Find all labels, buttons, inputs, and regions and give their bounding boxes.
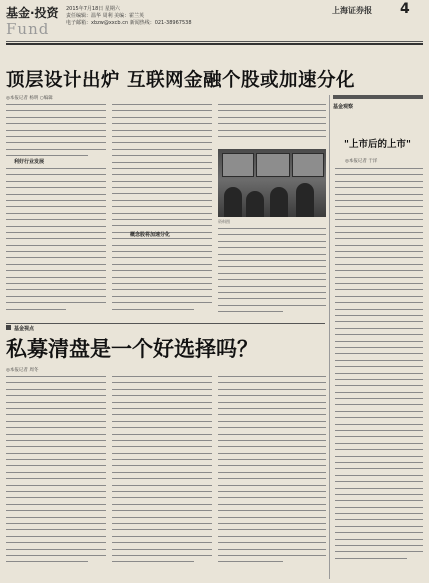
section-tag-square-icon (6, 325, 11, 330)
header-rule-thick (6, 43, 423, 45)
article2-col3 (218, 376, 326, 579)
article2-byline: ◎本报记者 周冬 (6, 368, 39, 373)
page-number: 4 (400, 1, 410, 17)
sidebar-body (335, 168, 423, 579)
article1-col2 (112, 104, 212, 326)
article1-photo (218, 149, 326, 217)
contact-line: 电子邮箱：xbzw@xxcb.cn 新闻热线：021-38967538 (66, 20, 192, 26)
section-divider (6, 323, 325, 324)
header-meta (66, 6, 192, 27)
section-subtitle: Fund (6, 20, 50, 38)
section-title: 基金·投资 (6, 6, 59, 20)
sidebar-title: "上市后的上市" (344, 139, 411, 150)
article1-headline: 顶层设计出炉 互联网金融个股或加速分化 (6, 70, 355, 91)
sidebar-byline: ◎本报记者 于洋 (345, 159, 378, 164)
article1-subhead-1: 利好行业发展 (14, 159, 45, 165)
article1-col3-bottom (218, 228, 326, 326)
sidebar-column-label: 基金观察 (333, 104, 354, 110)
article1-col3-top (218, 104, 326, 146)
sidebar-divider (329, 95, 330, 579)
section-tag: 基金视点 (14, 326, 35, 332)
sidebar-top-rule (333, 95, 423, 99)
article2-col1 (6, 376, 106, 579)
header-rule (6, 41, 423, 42)
newspaper-brand: 上海证券报 (332, 5, 372, 15)
photo-caption: 资料图 (218, 219, 230, 224)
editor-line: 责任编辑：温华 周利 美编：霍兰英 (66, 13, 145, 19)
article1-byline: ◎本报记者 杨明 ○编辑 (6, 96, 53, 101)
article2-col2 (112, 376, 212, 579)
article2-headline: 私募清盘是一个好选择吗？ (6, 337, 258, 361)
article1-subhead-2: 概念股将加速分化 (130, 232, 171, 238)
article1-col1b (6, 168, 106, 326)
date-line: 2015年7月18日 星期六 (66, 6, 120, 12)
